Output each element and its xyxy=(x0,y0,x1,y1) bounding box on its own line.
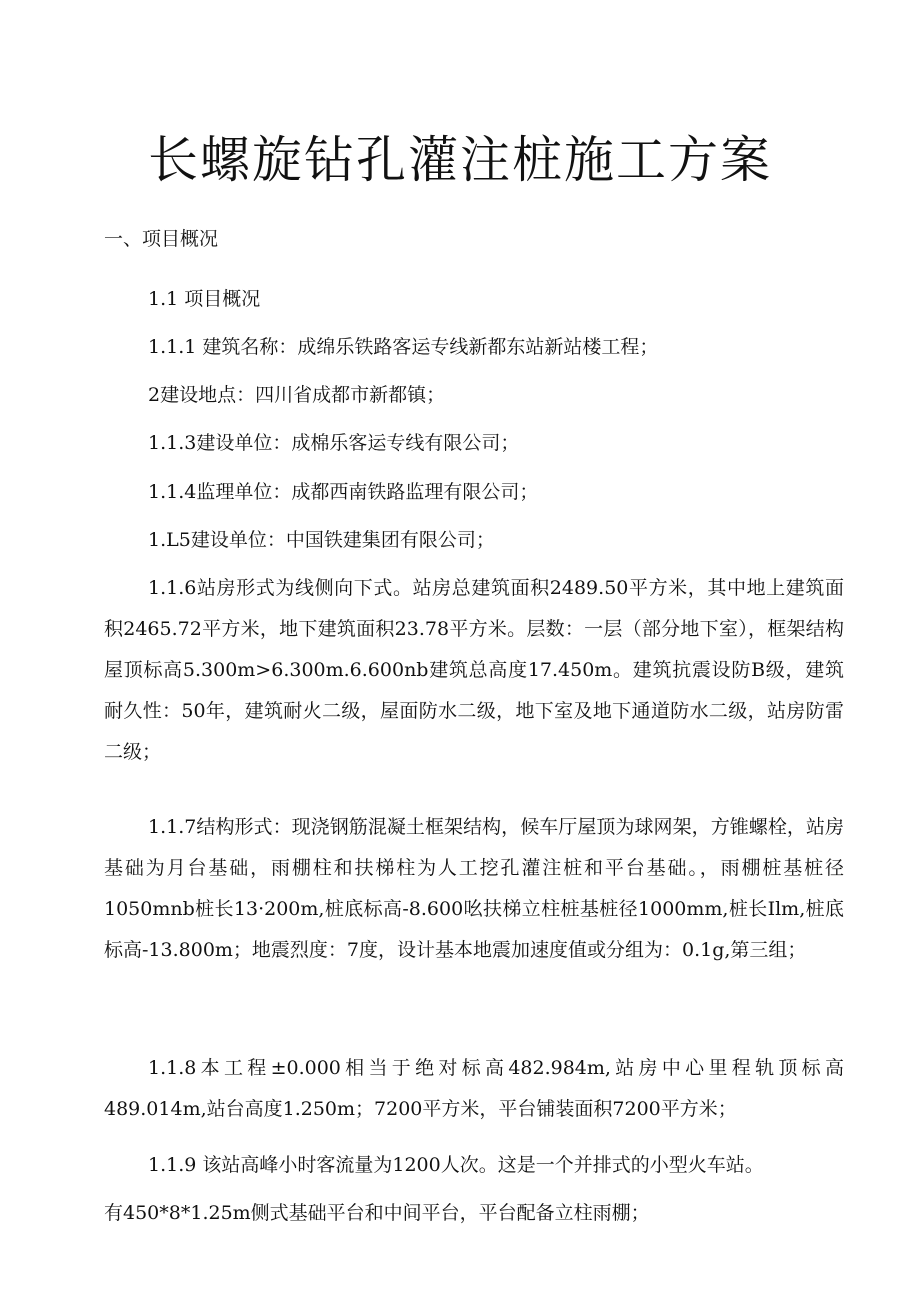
paragraph-structure-form: 1.1.7结构形式：现浇钢筋混凝土框架结构，候车厅屋顶为球网架，方锥螺栓，站房基础为月台基础，雨棚柱和扶梯柱为人工挖孔灌注桩和平台基础。，雨棚桩基桩径1050mnb桩长13·200m,桩底标高-8.600吆扶梯立柱桩基桩径1000mm,桩长Ilm,桩底标高-13.800m；地震烈度：7度，设计基本地震加速度值或分组为：0.1g,第三组； xyxy=(104,816,844,961)
paragraph-passenger-flow-line1: 1.1.9 该站高峰小时客流量为1200人次。这是一个并排式的小型火车站。 xyxy=(148,1154,764,1176)
subsection-heading: 1.1 项目概况 xyxy=(148,288,261,310)
item-construction-site: 2建设地点：四川省成都市新都镇； xyxy=(148,384,446,406)
item-supervision-unit: 1.1.4监理单位：成都西南铁路监理有限公司； xyxy=(148,481,539,503)
section-heading: 一、项目概况 xyxy=(104,228,219,250)
paragraph-station-form: 1.1.6站房形式为线侧向下式。站房总建筑面积2489.50平方米，其中地上建筑面积2465.72平方米，地下建筑面积23.78平方米。层数：一层（部分地下室），框架结构屋顶标高5.300m>6.300m.6.600nb建筑总高度17.450m。建筑抗震设防B级，建筑耐久性：50年，建筑耐火二级，屋面防水二级，地下室及地下通道防水二级，站房防雷二级； xyxy=(104,577,844,763)
item-owner-unit: 1.1.3建设单位：成棉乐客运专线有限公司； xyxy=(148,432,520,454)
item-construction-unit: 1.L5建设单位：中国铁建集团有限公司； xyxy=(148,529,495,551)
item-building-name: 1.1.1 建筑名称：成绵乐铁路客运专线新都东站新站楼工程； xyxy=(148,336,659,358)
document-title: 长螺旋钻孔灌注桩施工方案 xyxy=(148,131,772,189)
paragraph-elevation: 1.1.8本工程±0.000相当于绝对标高482.984m,站房中心里程轨顶标高489.014m,站台高度1.250m；7200平方米，平台铺装面积7200平方米； xyxy=(104,1057,844,1120)
paragraph-passenger-flow-line2: 有450*8*1.25m侧式基础平台和中间平台，平台配备立柱雨棚； xyxy=(104,1202,650,1224)
